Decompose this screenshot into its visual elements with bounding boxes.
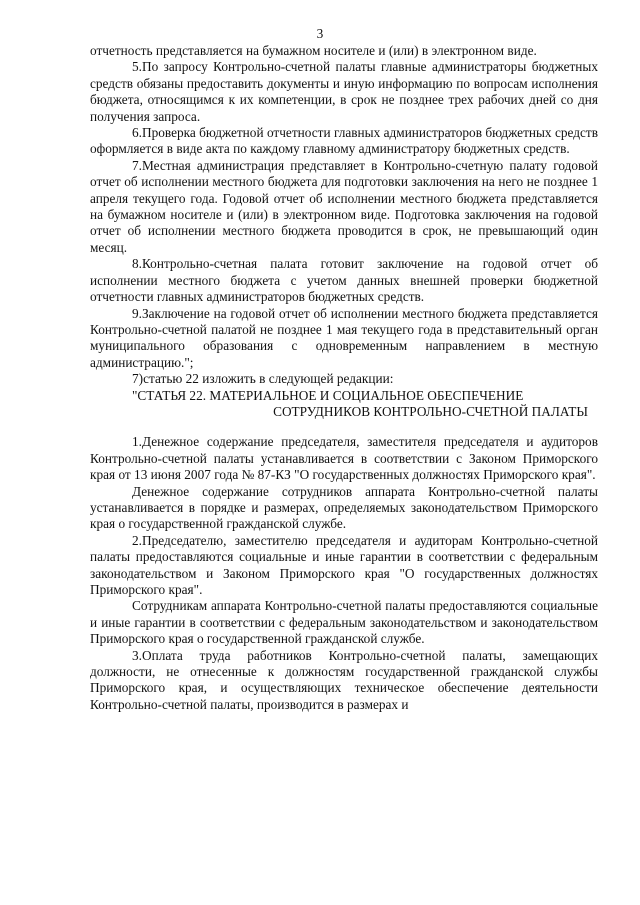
amendment-intro: 7)статью 22 изложить в следующей редакции: [132, 371, 394, 387]
paragraph-item-5: 5.По запросу Контрольно-счетной палаты главные администраторы бюджетных средств обязаны предоставить документы и иную информацию по вопросам исполнения бюджета, относящимся к их компетенции, в срок не позднее трех рабочих дней со дня получения запроса. [90, 59, 598, 124]
paragraph-continuation: отчетность представляется на бумажном носителе и (или) в электронном виде. [90, 43, 537, 58]
section-paragraph-1: 1.Денежное содержание председателя, заместителя председателя и аудиторов Контрольно-счетной палаты устанавливается в соответствии с Законом Приморского края от 13 июня 2007 года № 87-КЗ "О государственных должностях Приморского края". [90, 434, 598, 483]
paragraph-item-7: 7.Местная администрация представляет в Контрольно-счетную палату годовой отчет об исполнении местного бюджета для подготовки заключения на него не позднее 1 апреля текущего года. Годовой отчет об исполнении местного бюджета представляется на бумажном носителе и (или) в электронном виде. Подготовка заключения на годовой отчет об исполнении местного бюджета проводится в срок, не превышающий один месяц. [90, 157, 598, 255]
section-paragraph-1-staff: Денежное содержание сотрудников аппарата Контрольно-счетной палаты устанавливается в порядке и размерах, определяемых законодательством Приморского края о государственной гражданской службе. [90, 483, 598, 532]
article-heading [90, 388, 598, 421]
document-body [90, 43, 598, 713]
section-paragraph-2-staff: Сотрудникам аппарата Контрольно-счетной палаты предоставляются социальные и иные гарантии в соответствии с федеральным законодательством и законодательством Приморского края о государственной гражданской службе. [90, 598, 598, 647]
page-number: 3 [316, 26, 324, 41]
article-heading-line2: СОТРУДНИКОВ КОНТРОЛЬНО-СЧЕТНОЙ ПАЛАТЫ [273, 403, 588, 419]
paragraph-item-8: 8.Контрольно-счетная палата готовит заключение на годовой отчет об исполнении местного бюджета с учетом данных внешней проверки бюджетной отчетности главных администраторов бюджетных средств. [90, 256, 598, 305]
paragraph-item-6: 6.Проверка бюджетной отчетности главных администраторов бюджетных средств оформляется в виде акта по каждому главному администратору бюджетных средств. [90, 125, 598, 157]
paragraph-item-9: 9.Заключение на годовой отчет об исполнении местного бюджета представляется Контрольно-счетной палатой не позднее 1 мая текущего года в представительный орган муниципального образования с одновременным направлением в местную администрацию."; [90, 305, 598, 370]
section-paragraph-3: 3.Оплата труда работников Контрольно-счетной палаты, замещающих должности, не отнесенные к должностям государственной гражданской службы Приморского края, и осуществляющих техническое обеспечение деятельности Контрольно-счетной палаты, производится в размерах и [90, 647, 598, 712]
section-paragraph-2: 2.Председателю, заместителю председателя и аудиторам Контрольно-счетной палаты предоставляются социальные и иные гарантии в соответствии с федеральным законодательством и Законом Приморского края "О государственных должностях Приморского края". [90, 532, 598, 597]
article-heading-line1: "СТАТЬЯ 22. МАТЕРИАЛЬНОЕ И СОЦИАЛЬНОЕ ОБЕСПЕЧЕНИЕ [132, 387, 524, 403]
